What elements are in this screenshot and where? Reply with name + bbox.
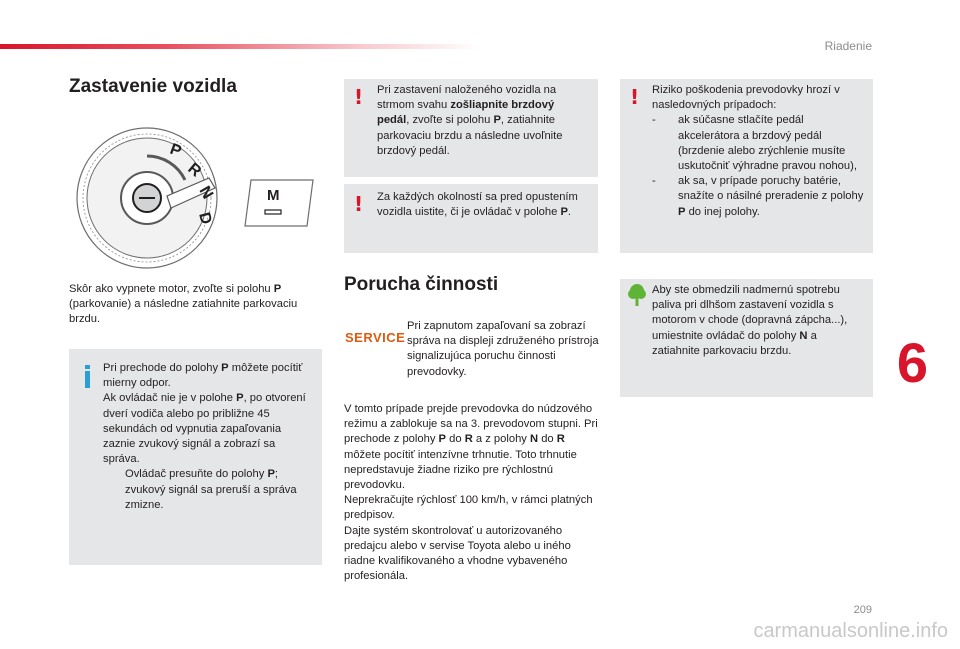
- warning-box-2: [344, 184, 598, 253]
- bullet-arrow-icon: [103, 467, 125, 513]
- gear-selector-illustration: [75, 118, 320, 270]
- info-icon: [85, 365, 90, 388]
- selector-letter-d: D: [195, 210, 215, 227]
- eco-tip-text: Aby ste obmedzili nadmernú spotrebu paliva pri dlhšom zastavení vozidla s motorom v chode (dopravná zápcha...), umiestnite ovládač do polohy N a zatiahnite parkovaciu brzdu.: [652, 284, 848, 357]
- warning-box-3: [620, 79, 873, 253]
- selector-letter-p: P: [167, 140, 184, 161]
- eco-leaf-icon: [627, 283, 647, 307]
- risk-item-2: - ak sa, v prípade poruchy batérie, snažíte o násilné preradenie z polohy P do inej polohy.: [652, 175, 864, 218]
- intro-text: Skôr ako vypnete motor, zvoľte si polohu P (parkovanie) a následne zatiahnite parkovaciu brzdu.: [69, 283, 298, 326]
- page-number: 209: [853, 604, 872, 616]
- section-label: Riadenie: [824, 39, 872, 53]
- selector-mode-m: M: [267, 187, 280, 204]
- section-title: Porucha činnosti: [344, 274, 499, 295]
- selector-letter-n: N: [195, 183, 217, 203]
- warning-icon: !: [354, 192, 364, 216]
- info-box: [69, 349, 322, 565]
- warning-3-intro: Riziko poškodenia prevodovky hrozí v nasledovných prípadoch:: [652, 84, 840, 112]
- service-warning-icon: SERVICE: [345, 330, 406, 345]
- malfunction-body: V tomto prípade prejde prevodovka do núdzového režimu a zablokuje sa na 3. prevodovom stupni. Pri prechode z polohy P do R a z polohy N do R môžete pocítiť intenzívne trhnutie. Toto trhnutie nepredstavuje žiadne riziko pre rýchlostnú prevodovku. Neprekračujte rýchlosť 100 km/h, v rámci platných predpisov. Dajte systém skontrolovať u autorizovaného predajcu alebo v servise Toyota alebo u iného riadne kvalifikovaného a vhodne vybaveného profesionála.: [344, 403, 598, 583]
- risk-item-1: - ak súčasne stlačíte pedál akcelerátora a brzdový pedál (brzdenie alebo zrýchlenie musíte uskutočniť výhradne pravou nohou),: [652, 114, 857, 173]
- info-bullet: [103, 467, 315, 513]
- warning-2-text: Za každých okolností sa pred opustením vozidla uistite, či je ovládač v polohe P.: [377, 191, 578, 219]
- watermark: carmanualsonline.info: [753, 620, 948, 642]
- header-color-bar: [0, 44, 480, 49]
- warning-icon: !: [354, 85, 364, 109]
- eco-tip-box: [620, 279, 873, 397]
- page-title: Zastavenie vozidla: [69, 76, 237, 97]
- info-paragraph-2: Ak ovládač nie je v polohe P, po otvorení dverí vodiča alebo po približne 45 sekundách od vypnutia zapaľovania zaznie zvukový signál a zobrazí sa správa.: [103, 392, 306, 466]
- chapter-number: 6: [896, 331, 928, 394]
- info-bullet-text: Ovládač presuňte do polohy P; zvukový signál sa preruší a správa zmizne.: [125, 468, 297, 511]
- selector-letter-r: R: [184, 160, 205, 181]
- warning-icon: !: [630, 85, 640, 109]
- warning-box-1: [344, 79, 598, 177]
- warning-1-text: Pri zastavení naloženého vozidla na strmom svahu zošliapnite brzdový pedál, zvoľte si polohu P, zatiahnite parkovaciu brzdu a následne uvoľnite brzdový pedál.: [377, 84, 563, 157]
- info-paragraph-1: Pri prechode do polohy P môžete pocítiť mierny odpor.: [103, 362, 303, 390]
- service-text: Pri zapnutom zapaľovaní sa zobrazí správa na displeji združeného prístroja signalizujúca poruchu činnosti prevodovky.: [407, 320, 599, 378]
